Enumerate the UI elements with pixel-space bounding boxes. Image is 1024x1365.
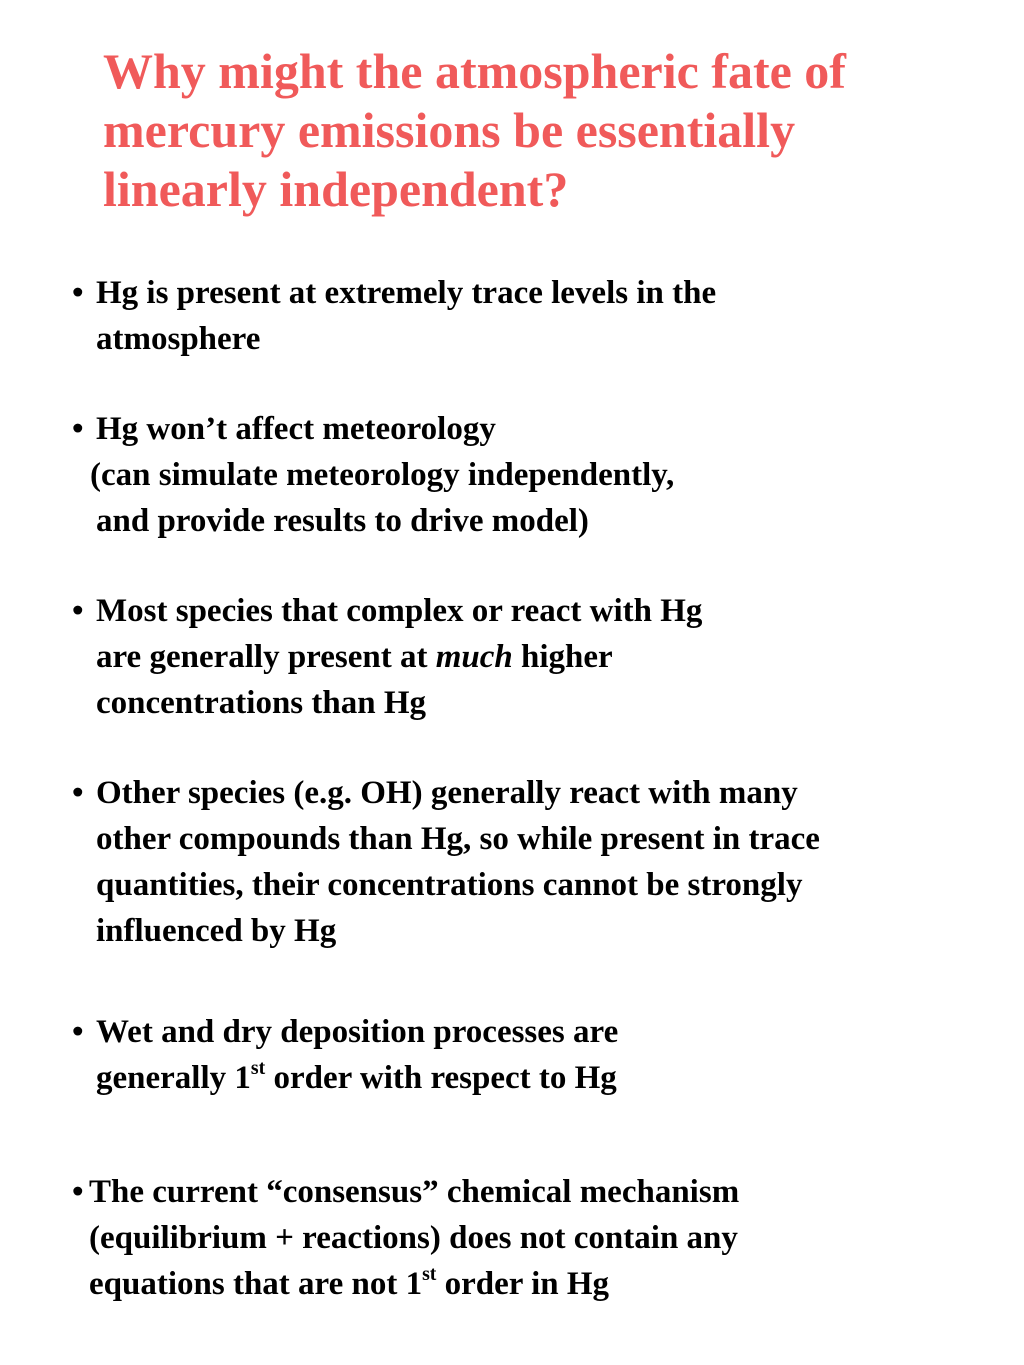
superscript: st xyxy=(422,1263,437,1286)
bullet-dot: • xyxy=(72,275,84,311)
emphasis-text: much xyxy=(435,639,513,675)
bullet-text: atmosphere xyxy=(96,321,261,357)
bullet-text-line xyxy=(96,634,702,680)
title-line: mercury emissions be essentially xyxy=(103,102,796,158)
bullet-text: Most species that complex or react with Hg xyxy=(96,593,703,629)
bullet-text-segment: are generally present at xyxy=(96,639,436,675)
bullet-text: Hg won’t affect meteorology xyxy=(96,411,496,447)
bullet-dot: • xyxy=(72,593,84,629)
superscript: st xyxy=(250,1057,266,1080)
bullet-text-line xyxy=(89,1261,739,1311)
bullet-text: and provide results to drive model) xyxy=(96,503,589,539)
bullet-text: Wet and dry deposition processes are xyxy=(96,1014,619,1050)
bullet-text-segment: equations that are not 1 xyxy=(89,1266,423,1302)
bullet-text: Other species (e.g. OH) generally react with many xyxy=(96,775,798,811)
bullet-dot: • xyxy=(72,411,84,447)
bullet-text: (equilibrium + reactions) does not contain any xyxy=(89,1220,738,1256)
bullet-dot: • xyxy=(72,775,84,811)
bullet-text-segment: higher xyxy=(512,639,613,675)
bullet-text: concentrations than Hg xyxy=(96,685,426,721)
bullet-text: quantities, their concentrations cannot be strongly xyxy=(96,867,803,903)
bullet-text-segment: order with respect to Hg xyxy=(265,1060,617,1096)
bullet-text: Hg is present at extremely trace levels in the xyxy=(96,275,717,311)
bullet-text: The current “consensus” chemical mechanism xyxy=(89,1174,740,1210)
bullet-text: other compounds than Hg, so while present in trace xyxy=(96,821,820,857)
title-line: linearly independent? xyxy=(103,161,569,217)
title-line: Why might the atmospheric fate of xyxy=(103,43,846,99)
bullet-dot: • xyxy=(72,1174,84,1210)
bullet-text-line xyxy=(96,1055,618,1105)
bullet-text-segment: generally 1 xyxy=(96,1060,251,1096)
bullet-dot: • xyxy=(72,1014,84,1050)
bullet-text: influenced by Hg xyxy=(96,913,337,949)
bullet-text-segment: order in Hg xyxy=(436,1266,610,1302)
bullet-text: (can simulate meteorology independently, xyxy=(90,457,675,493)
slide-title xyxy=(103,42,983,219)
